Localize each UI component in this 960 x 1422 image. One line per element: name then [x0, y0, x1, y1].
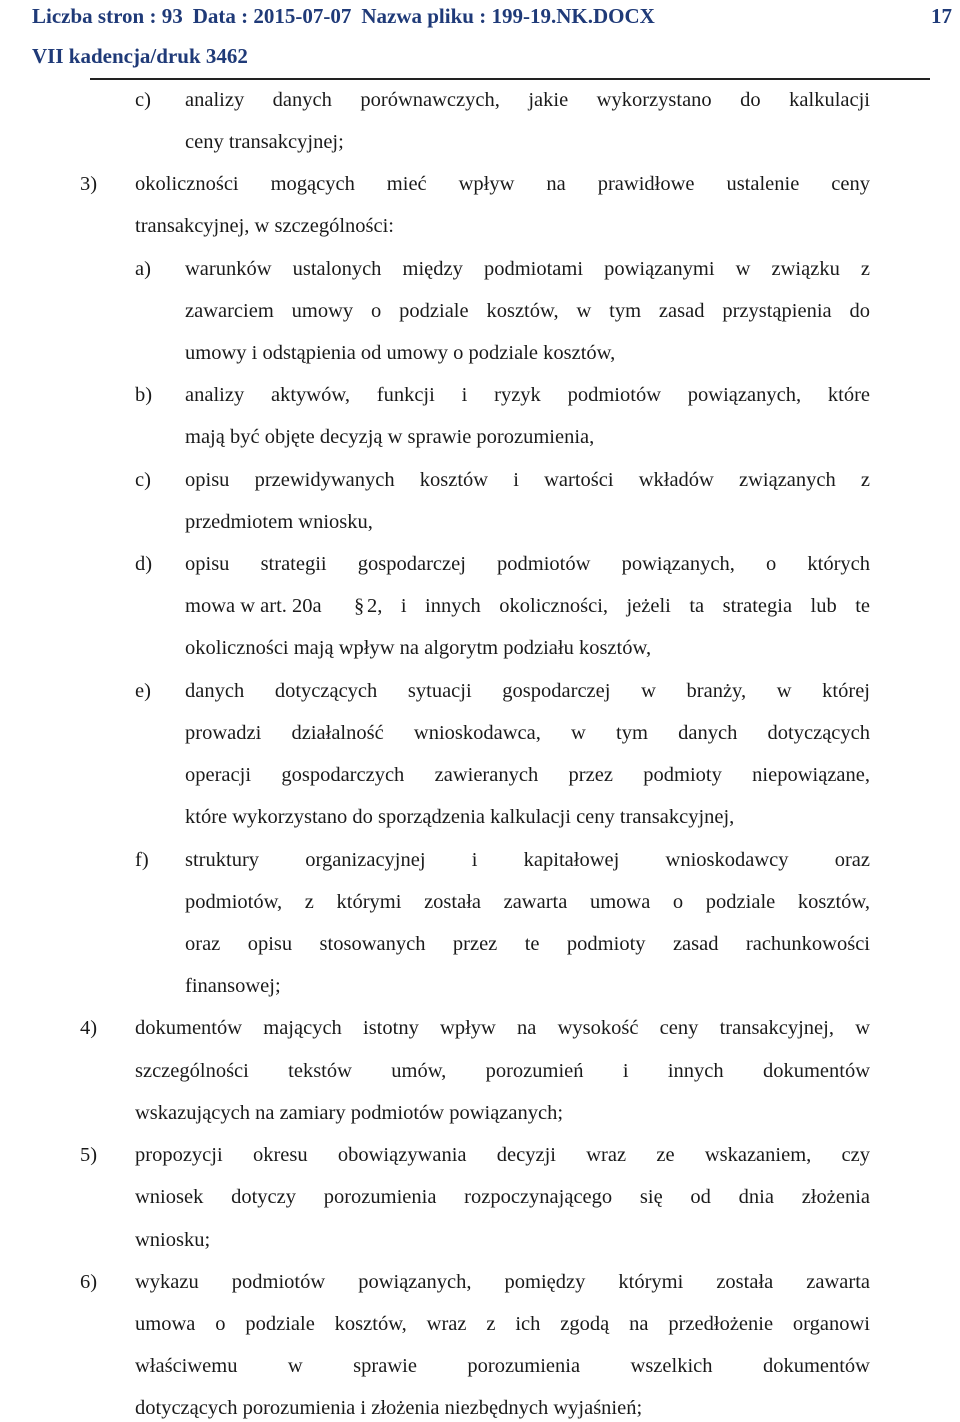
item-c1-label: c)	[135, 89, 151, 111]
header-session: VII kadencja/druk 3462	[32, 44, 248, 68]
point-4-line-1: dokumentów mających istotny wpływ na wysokość ceny transakcyjnej, w	[135, 1017, 870, 1039]
item-a-line-3: umowy i odstąpienia od umowy o podziale kosztów,	[185, 342, 616, 364]
point-6-label: 6)	[80, 1271, 98, 1293]
item-c1-line-1: analizy danych porównawczych, jakie wykorzystano do kalkulacji	[185, 89, 870, 111]
item-e-line-3: operacji gospodarczych zawieranych przez podmioty niepowiązane,	[185, 764, 870, 786]
point-3-line-1: okoliczności mogących mieć wpływ na prawidłowe ustalenie ceny	[135, 173, 870, 195]
point-3-label: 3)	[80, 173, 98, 195]
item-e-label: e)	[135, 680, 151, 702]
item-a-line-2: zawarciem umowy o podziale kosztów, w tym zasad przystąpienia do	[185, 300, 870, 322]
header-meta-line	[32, 4, 665, 29]
item-a-line-1: warunków ustalonych między podmiotami powiązanymi w związku z	[185, 258, 870, 280]
item-f-line-1: struktury organizacyjnej i kapitałowej wnioskodawcy oraz	[185, 849, 870, 871]
document-header	[32, 4, 958, 78]
header-filename: Nazwa pliku : 199-19.NK.DOCX	[361, 4, 655, 28]
item-f-label: f)	[135, 849, 149, 871]
point-3-line-2: transakcyjnej, w szczególności:	[135, 215, 395, 237]
item-c2-line-1: opisu przewidywanych kosztów i wartości wkładów związanych z	[185, 469, 870, 491]
point-6-line-3: właściwemu w sprawie porozumienia wszelkich dokumentów	[135, 1355, 870, 1377]
item-f-line-3: oraz opisu stosowanych przez te podmioty zasad rachunkowości	[185, 933, 870, 955]
item-e-line-1: danych dotyczących sytuacji gospodarczej w branży, w której	[185, 680, 870, 702]
page-number: 17	[931, 4, 952, 28]
point-4-label: 4)	[80, 1017, 98, 1039]
point-6-line-1: wykazu podmiotów powiązanych, pomiędzy którymi została zawarta	[135, 1271, 870, 1293]
point-5-label: 5)	[80, 1144, 98, 1166]
point-4-line-3: wskazujących na zamiary podmiotów powiązanych;	[135, 1102, 564, 1124]
item-b-line-1: analizy aktywów, funkcji i ryzyk podmiotów powiązanych, które	[185, 384, 870, 406]
item-d-line-2-start: mowa w art. 20a	[185, 595, 322, 617]
item-d-line-3: okoliczności mają wpływ na algorytm podziału kosztów,	[185, 637, 652, 659]
item-b-line-2: mają być objęte decyzją w sprawie porozumienia,	[185, 426, 595, 448]
item-d-label: d)	[135, 553, 153, 575]
item-a-label: a)	[135, 258, 151, 280]
header-rule	[90, 78, 930, 80]
item-e-line-2: prowadzi działalność wnioskodawca, w tym danych dotyczących	[185, 722, 870, 744]
header-pages: Liczba stron : 93	[32, 4, 183, 28]
item-b-label: b)	[135, 384, 153, 406]
item-f-line-2: podmiotów, z którymi została zawarta umowa o podziale kosztów,	[185, 891, 870, 913]
item-c2-label: c)	[135, 469, 151, 491]
item-f-line-4: finansowej;	[185, 975, 281, 997]
point-4-line-2: szczególności tekstów umów, porozumień i innych dokumentów	[135, 1060, 870, 1082]
point-5-line-1: propozycji okresu obowiązywania decyzji wraz ze wskazaniem, czy	[135, 1144, 870, 1166]
item-c1-line-2: ceny transakcyjnej;	[185, 131, 344, 153]
section-sign: §	[354, 595, 365, 617]
item-e-line-4: które wykorzystano do sporządzenia kalkulacji ceny transakcyjnej,	[185, 806, 735, 828]
item-d-line-2-end: 2, i innych okoliczności, jeżeli ta strategia lub te	[367, 595, 870, 617]
point-5-line-3: wniosku;	[135, 1229, 211, 1251]
point-5-line-2: wniosek dotyczy porozumienia rozpoczynającego się od dnia złożenia	[135, 1186, 870, 1208]
point-6-line-2: umowa o podziale kosztów, wraz z ich zgodą na przedłożenie organowi	[135, 1313, 870, 1335]
header-date: Data : 2015-07-07	[192, 4, 352, 28]
item-d-line-1: opisu strategii gospodarczej podmiotów powiązanych, o których	[185, 553, 870, 575]
item-c2-line-2: przedmiotem wniosku,	[185, 511, 373, 533]
point-6-line-4: dotyczących porozumienia i złożenia niezbędnych wyjaśnień;	[135, 1397, 643, 1419]
